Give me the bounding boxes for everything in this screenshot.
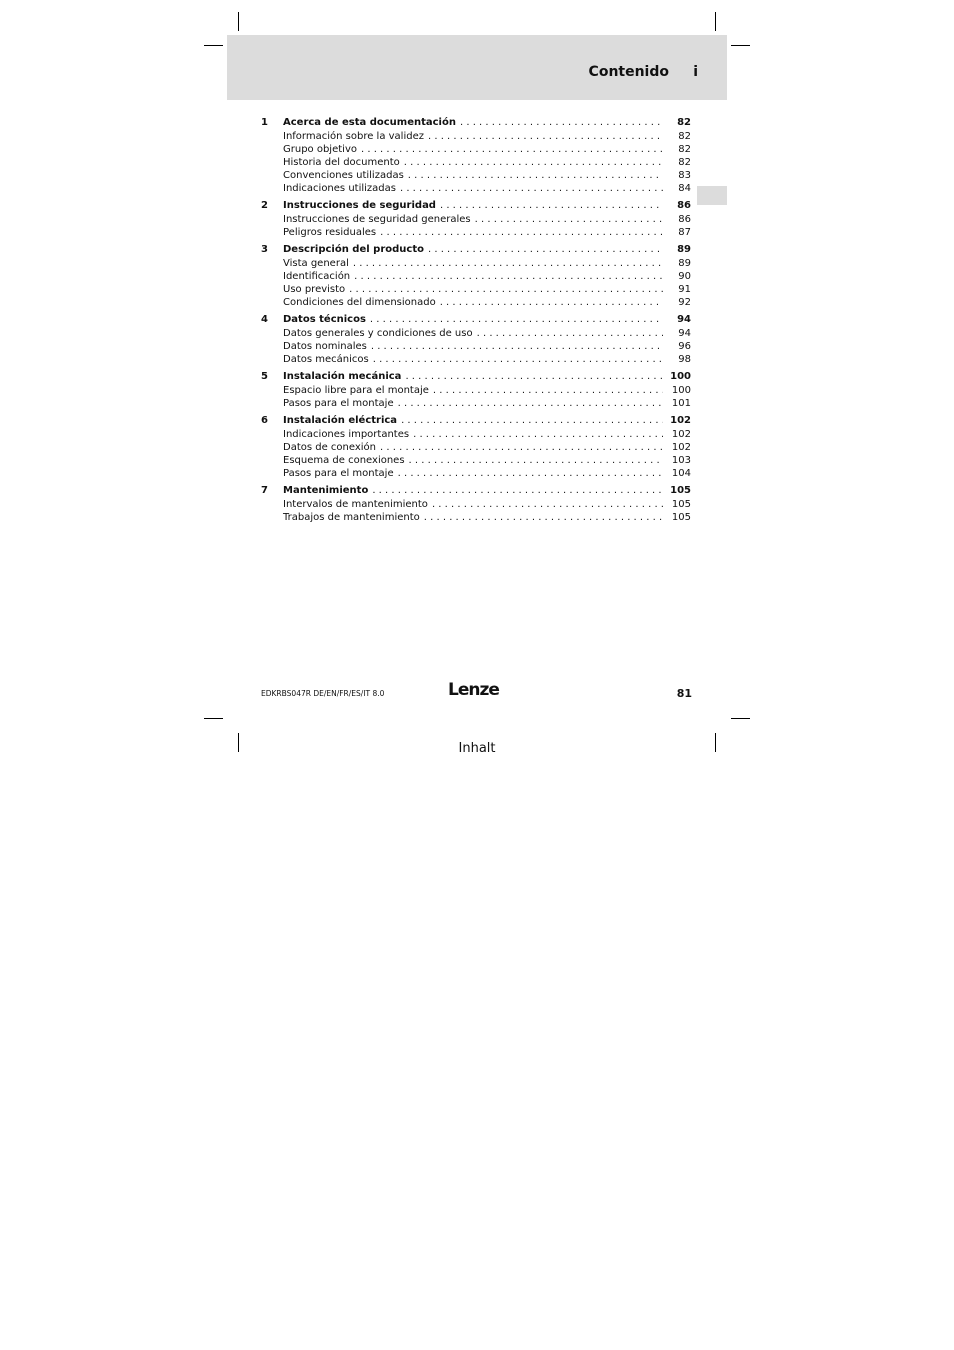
toc-entry[interactable] — [261, 130, 691, 143]
dot-leader — [440, 198, 663, 213]
entry-page: 82 — [678, 157, 691, 168]
entry-page: 83 — [678, 170, 691, 181]
toc-entry[interactable] — [261, 441, 691, 454]
dot-leader — [372, 483, 663, 498]
dot-leader — [477, 327, 663, 340]
chapter-title: Mantenimiento — [283, 485, 369, 496]
dot-leader — [433, 384, 663, 397]
dot-leader — [401, 413, 663, 428]
chapter-number: 5 — [261, 371, 268, 382]
crop-mark — [731, 45, 750, 46]
entry-title: Instrucciones de seguridad generales — [283, 214, 471, 225]
entry-title: Datos mecánicos — [283, 354, 369, 365]
toc-entry[interactable] — [261, 384, 691, 397]
toc-entry[interactable] — [261, 169, 691, 182]
toc-chapter-entry[interactable] — [261, 242, 691, 257]
dot-leader — [424, 511, 663, 524]
dot-leader — [398, 467, 663, 480]
entry-page: 102 — [671, 429, 691, 440]
toc-chapter-entry[interactable] — [261, 369, 691, 384]
chapter-number: 2 — [261, 200, 268, 211]
dot-leader — [428, 130, 663, 143]
chapter-title: Instalación eléctrica — [283, 415, 398, 426]
toc-section — [261, 369, 691, 410]
chapter-number: 6 — [261, 415, 268, 426]
toc-section — [261, 198, 691, 239]
table-of-contents — [261, 115, 691, 527]
dot-leader — [371, 340, 663, 353]
dot-leader — [408, 169, 663, 182]
toc-chapter-entry[interactable] — [261, 115, 691, 130]
entry-page: 91 — [678, 284, 691, 295]
crop-mark — [731, 718, 750, 719]
entry-title: Pasos para el montaje — [283, 398, 394, 409]
toc-section — [261, 413, 691, 480]
dot-leader — [404, 156, 663, 169]
entry-title: Trabajos de mantenimiento — [283, 512, 420, 523]
chapter-page: 100 — [670, 371, 691, 382]
entry-page: 105 — [671, 499, 691, 510]
entry-page: 100 — [671, 385, 691, 396]
entry-page: 86 — [678, 214, 691, 225]
dot-leader — [349, 283, 663, 296]
lenze-logo: Lenze — [448, 680, 499, 700]
dot-leader — [475, 213, 663, 226]
crop-mark — [238, 12, 239, 31]
dot-leader — [353, 257, 663, 270]
dot-leader — [370, 312, 663, 327]
dot-leader — [373, 353, 663, 366]
entry-title: Información sobre la validez — [283, 131, 424, 142]
dot-leader — [380, 226, 663, 239]
toc-entry[interactable] — [261, 498, 691, 511]
toc-entry[interactable] — [261, 270, 691, 283]
dot-leader — [398, 397, 663, 410]
entry-title: Datos nominales — [283, 341, 367, 352]
entry-page: 87 — [678, 227, 691, 238]
dot-leader — [354, 270, 663, 283]
toc-entry[interactable] — [261, 156, 691, 169]
chapter-title: Datos técnicos — [283, 314, 366, 325]
entry-page: 101 — [671, 398, 691, 409]
info-icon: i — [693, 64, 698, 80]
entry-page: 104 — [671, 468, 691, 479]
toc-chapter-entry[interactable] — [261, 483, 691, 498]
entry-page: 98 — [678, 354, 691, 365]
chapter-title: Instrucciones de seguridad — [283, 200, 436, 211]
dot-leader — [460, 115, 663, 130]
toc-entry[interactable] — [261, 296, 691, 309]
dot-leader — [409, 454, 663, 467]
dot-leader — [380, 441, 663, 454]
entry-page: 89 — [678, 258, 691, 269]
chapter-page: 105 — [670, 485, 691, 496]
entry-title: Convenciones utilizadas — [283, 170, 404, 181]
document-code: EDKRBS047R DE/EN/FR/ES/IT 8.0 — [261, 689, 385, 698]
page-title: Contenido — [588, 64, 669, 80]
toc-entry[interactable] — [261, 283, 691, 296]
toc-entry[interactable] — [261, 182, 691, 195]
chapter-title: Instalación mecánica — [283, 371, 402, 382]
toc-section — [261, 483, 691, 524]
entry-page: 103 — [671, 455, 691, 466]
toc-entry[interactable] — [261, 454, 691, 467]
crop-mark — [715, 12, 716, 31]
toc-section — [261, 312, 691, 366]
dot-leader — [428, 242, 663, 257]
crop-mark — [204, 718, 223, 719]
entry-page: 102 — [671, 442, 691, 453]
entry-page: 96 — [678, 341, 691, 352]
chapter-number: 4 — [261, 314, 268, 325]
toc-chapter-entry[interactable] — [261, 413, 691, 428]
chapter-title: Descripción del producto — [283, 244, 424, 255]
entry-title: Indicaciones importantes — [283, 429, 410, 440]
header-band — [227, 35, 727, 100]
page-number: 81 — [676, 687, 692, 700]
entry-page: 94 — [678, 328, 691, 339]
entry-page: 90 — [678, 271, 691, 282]
entry-title: Datos de conexión — [283, 442, 377, 453]
entry-title: Condiciones del dimensionado — [283, 297, 436, 308]
toc-entry[interactable] — [261, 428, 691, 441]
dot-leader — [361, 143, 663, 156]
toc-entry[interactable] — [261, 511, 691, 524]
chapter-page: 82 — [677, 117, 691, 128]
dot-leader — [432, 498, 663, 511]
dot-leader — [440, 296, 663, 309]
entry-title: Grupo objetivo — [283, 144, 357, 155]
entry-title: Datos generales y condiciones de uso — [283, 328, 473, 339]
toc-section — [261, 115, 691, 195]
entry-page: 82 — [678, 131, 691, 142]
chapter-number: 1 — [261, 117, 268, 128]
entry-title: Intervalos de mantenimiento — [283, 499, 428, 510]
toc-chapter-entry[interactable] — [261, 198, 691, 213]
toc-entry[interactable] — [261, 257, 691, 270]
entry-title: Indicaciones utilizadas — [283, 183, 396, 194]
dot-leader — [405, 369, 663, 384]
toc-entry[interactable] — [261, 353, 691, 366]
entry-title: Pasos para el montaje — [283, 468, 394, 479]
entry-title: Identificación — [283, 271, 351, 282]
chapter-page: 94 — [677, 314, 691, 325]
entry-page: 82 — [678, 144, 691, 155]
toc-entry[interactable] — [261, 327, 691, 340]
toc-entry[interactable] — [261, 213, 691, 226]
dot-leader — [413, 428, 663, 441]
entry-title: Historia del documento — [283, 157, 400, 168]
toc-entry[interactable] — [261, 340, 691, 353]
chapter-page: 102 — [670, 415, 691, 426]
toc-entry[interactable] — [261, 143, 691, 156]
chapter-number: 3 — [261, 244, 268, 255]
entry-page: 84 — [678, 183, 691, 194]
crop-mark — [204, 45, 223, 46]
toc-entry[interactable] — [261, 397, 691, 410]
entry-title: Uso previsto — [283, 284, 346, 295]
entry-page: 105 — [671, 512, 691, 523]
toc-chapter-entry[interactable] — [261, 312, 691, 327]
chapter-page: 89 — [677, 244, 691, 255]
toc-entry[interactable] — [261, 226, 691, 239]
entry-page: 92 — [678, 297, 691, 308]
entry-title: Espacio libre para el montaje — [283, 385, 429, 396]
toc-entry[interactable] — [261, 467, 691, 480]
toc-section — [261, 242, 691, 309]
side-tab-marker — [697, 186, 727, 205]
entry-title: Vista general — [283, 258, 349, 269]
chapter-page: 86 — [677, 200, 691, 211]
dot-leader — [400, 182, 663, 195]
entry-title: Esquema de conexiones — [283, 455, 405, 466]
chapter-title: Acerca de esta documentación — [283, 117, 456, 128]
caption: Inhalt — [458, 741, 496, 756]
chapter-number: 7 — [261, 485, 268, 496]
entry-title: Peligros residuales — [283, 227, 377, 238]
